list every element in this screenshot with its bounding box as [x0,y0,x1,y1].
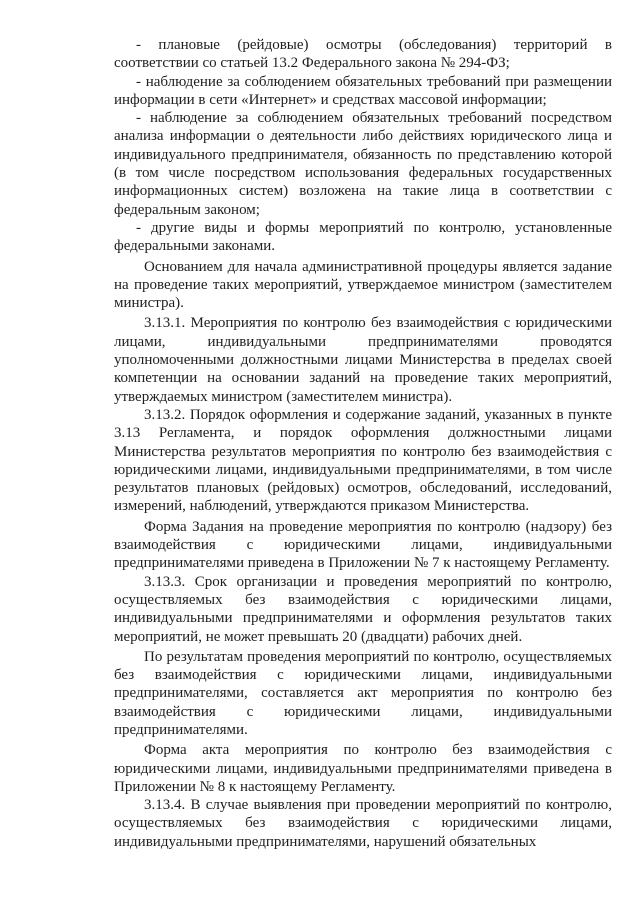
paragraph-results-act: По результатам проведения мероприятий по контролю, осуществляемых без взаимодействия с юридическими лицами, индивидуальными предпринимателями, составляется акт мероприятия по контролю без взаимодействия с юридическими лицами, индивидуальными предпринимателями. [114,648,612,738]
paragraph-task-form: Форма Задания на проведение мероприятия по контролю (надзору) без взаимодействия с юридическими лицами, индивидуальными предпринимателями приведена в Приложении № 7 к настоящему Регламенту. [114,518,612,572]
paragraph-act-form: Форма акта мероприятия по контролю без взаимодействия с юридическими лицами, индивидуальными предпринимателями приведена в Приложении № 8 к настоящему Регламенту. [114,742,612,795]
paragraph-list-item-2: - наблюдение за соблюдением обязательных требований при размещении информации в сети «Интернет» и средствах массовой информации; [114,73,612,108]
paragraph-basis: Основанием для начала административной процедуры является задание на проведение таких мероприятий, утверждаемое министром (заместителем министра). [114,258,612,312]
paragraph-3-13-4: 3.13.4. В случае выявления при проведении мероприятий по контролю, осуществляемых без взаимодействия с юридическими лицами, индивидуальными предпринимателями, нарушений обязательных [114,797,612,850]
paragraph-3-13-1: 3.13.1. Мероприятия по контролю без взаимодействия с юридическими лицами, индивидуальными предпринимателями проводятся уполномоченными должностными лицами Министерства в пределах своей компетенции на основании заданий на проведение таких мероприятий, утверждаемых министром (заместителем министра). [114,315,612,405]
paragraph-3-13-3: 3.13.3. Срок организации и проведения мероприятий по контролю, осуществляемых без взаимодействия с юридическими лицами, индивидуальными предпринимателями и оформления результатов таких мероприятий, не может превышать 20 (двадцати) рабочих дней. [114,573,612,645]
paragraph-list-item-4: - другие виды и формы мероприятий по контролю, установленные федеральными законами. [114,219,612,255]
paragraph-3-13-2: 3.13.2. Порядок оформления и содержание заданий, указанных в пункте 3.13 Регламента, и порядок оформления должностными лицами Министерства результатов мероприятия по контролю без взаимодействия с юридическими лицами, индивидуальными предпринимателями, в том числе результатов плановых (рейдовых) осмотров, обследований, исследований, измерений, наблюдений, утверждаются приказом Министерства. [114,406,612,515]
paragraph-list-item-3: - наблюдение за соблюдением обязательных требований посредством анализа информации о деятельности либо действиях юридического лица и индивидуального предпринимателя, обязанность по представлению которой (в том числе посредством использования федеральных государственных информационных систем) возложена на такие лица в соответствии с федеральным законом; [114,110,612,218]
paragraph-list-item-1: - плановые (рейдовые) осмотры (обследования) территорий в соответствии со статьей 13.2 Федерального закона № 294-ФЗ; [114,37,612,72]
